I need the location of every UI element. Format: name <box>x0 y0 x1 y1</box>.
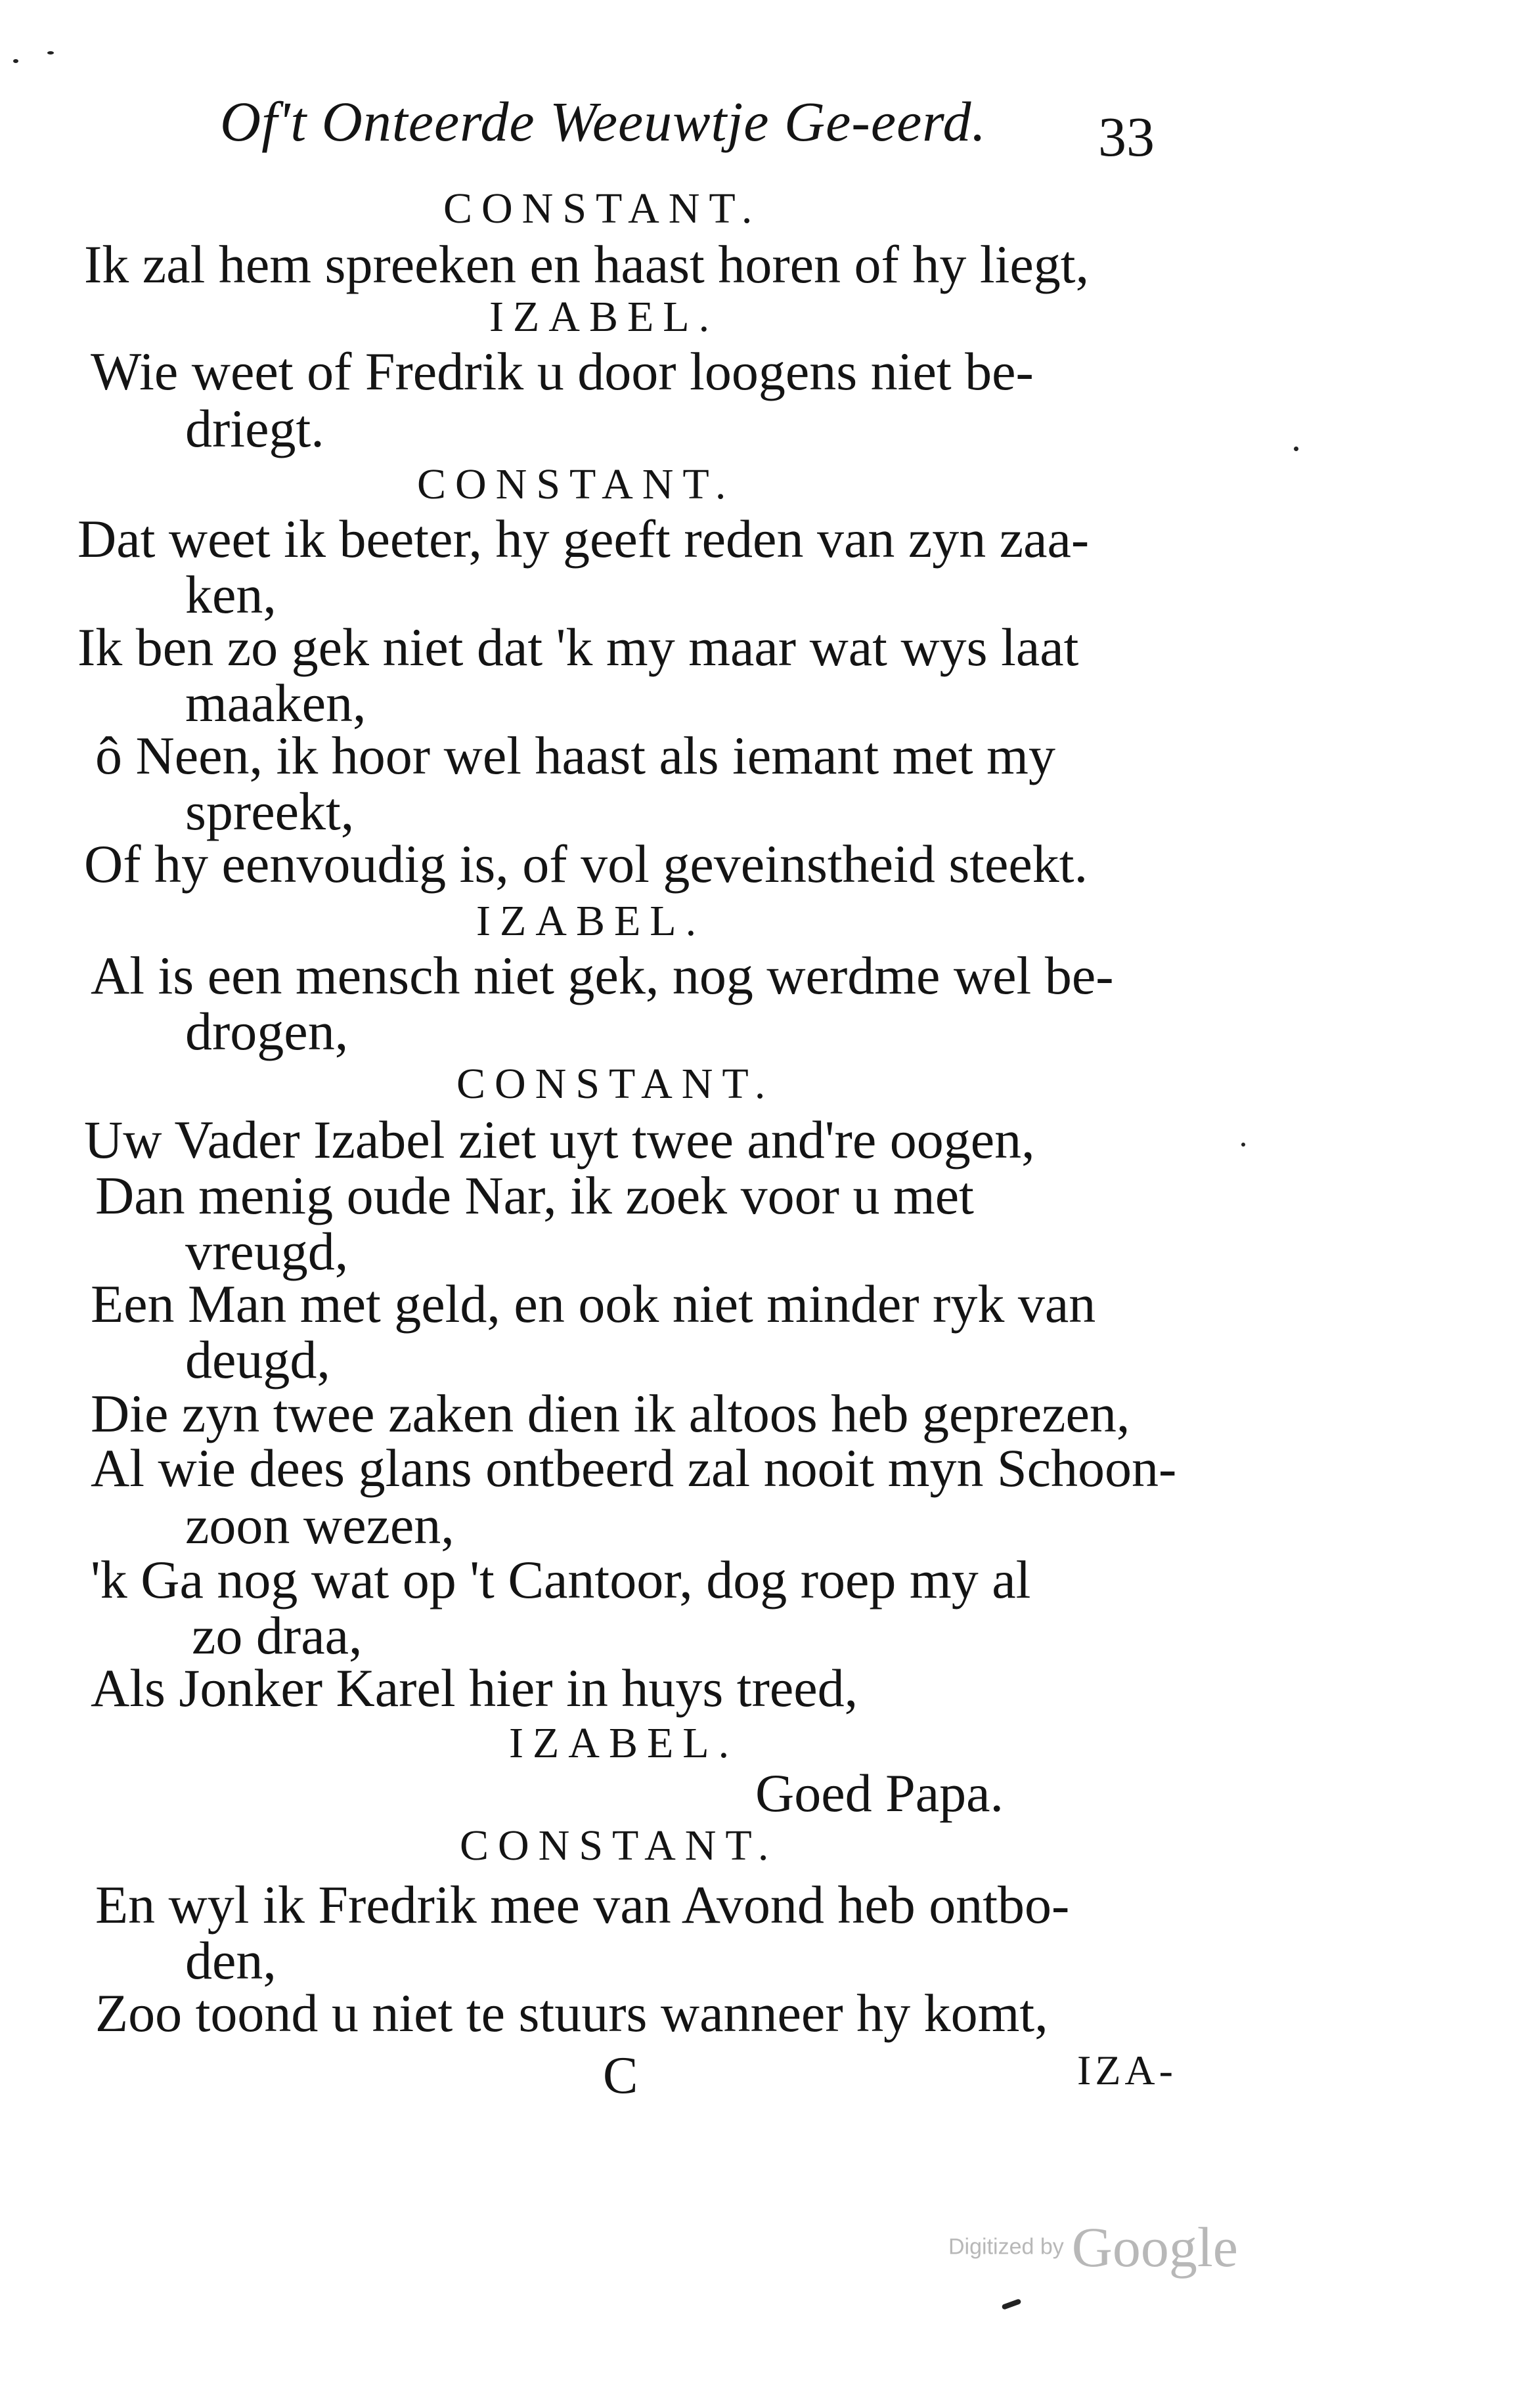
verse-line: Uw Vader Izabel ziet uyt twee and're oogen, <box>84 1110 1035 1170</box>
verse-line: Wie weet of Fredrik u door loogens niet be- <box>91 341 1034 401</box>
verse-line-continuation: deugd, <box>185 1330 330 1390</box>
verse-line-continuation: vreugd, <box>185 1221 349 1281</box>
verse-line-continuation: driegt. <box>185 399 324 458</box>
verse-line: Een Man met geld, en ook niet minder ryk van <box>91 1274 1096 1334</box>
verse-line: Als Jonker Karel hier in huys treed, <box>91 1658 858 1718</box>
verse-line: En wyl ik Fredrik mee van Avond heb ontbo- <box>95 1875 1070 1935</box>
running-title: Of't Onteerde Weeuwtje Ge-eerd. <box>220 90 987 153</box>
verse-line: Ik ben zo gek niet dat 'k my maar wat wys laat <box>77 617 1079 677</box>
verse-line: Dat weet ik beeter, hy geeft reden van zyn zaa- <box>77 509 1090 569</box>
watermark-brand-logo: Google <box>1071 2216 1238 2279</box>
speaker-heading: IZABEL. <box>476 897 706 945</box>
scan-speck <box>47 51 54 55</box>
verse-line-continuation: zo draa, <box>192 1606 363 1665</box>
digitized-watermark <box>948 2214 1238 2280</box>
scan-speck <box>13 59 18 63</box>
verse-line-continuation: den, <box>185 1931 277 1990</box>
speaker-heading: CONSTANT. <box>417 460 736 508</box>
speaker-heading: CONSTANT. <box>456 1060 775 1108</box>
verse-line-continuation: zoon wezen, <box>185 1495 454 1555</box>
speaker-heading: CONSTANT. <box>443 185 762 232</box>
speaker-heading: IZABEL. <box>489 293 719 341</box>
speaker-heading: IZABEL. <box>509 1719 739 1767</box>
verse-line: Of hy eenvoudig is, of vol geveinstheid steekt. <box>84 834 1088 894</box>
verse-line: Dan menig oude Nar, ik zoek voor u met <box>95 1166 974 1225</box>
scan-speck <box>1294 447 1298 451</box>
scan-speck <box>1241 1143 1245 1147</box>
verse-line: Die zyn twee zaken dien ik altoos heb geprezen, <box>91 1384 1130 1443</box>
scan-speck <box>1002 2298 1022 2310</box>
catchword: IZA- <box>1077 2047 1177 2093</box>
verse-line-continuation: spreekt, <box>185 781 355 841</box>
verse-line-continuation: maaken, <box>185 673 366 733</box>
verse-line-half: Goed Papa. <box>755 1763 1004 1823</box>
verse-line-continuation: ken, <box>185 565 277 624</box>
verse-line: Al wie dees glans ontbeerd zal nooit myn Schoon- <box>91 1438 1177 1498</box>
verse-line: 'k Ga nog wat op 't Cantoor, dog roep my al <box>91 1550 1031 1609</box>
verse-line: ô Neen, ik hoor wel haast als iemant met my <box>95 726 1055 785</box>
verse-line-continuation: drogen, <box>185 1001 349 1061</box>
watermark-digitized-text: Digitized by <box>948 2234 1064 2260</box>
verse-line: Al is een mensch niet gek, nog werdme wel be- <box>91 946 1114 1005</box>
signature-mark: C <box>603 2047 638 2105</box>
speaker-heading: CONSTANT. <box>460 1822 778 1870</box>
verse-line: Zoo toond u niet te stuurs wanneer hy komt, <box>95 1983 1048 2043</box>
verse-line: Ik zal hem spreeken en haast horen of hy liegt, <box>84 234 1090 294</box>
page-number: 33 <box>1098 105 1155 168</box>
